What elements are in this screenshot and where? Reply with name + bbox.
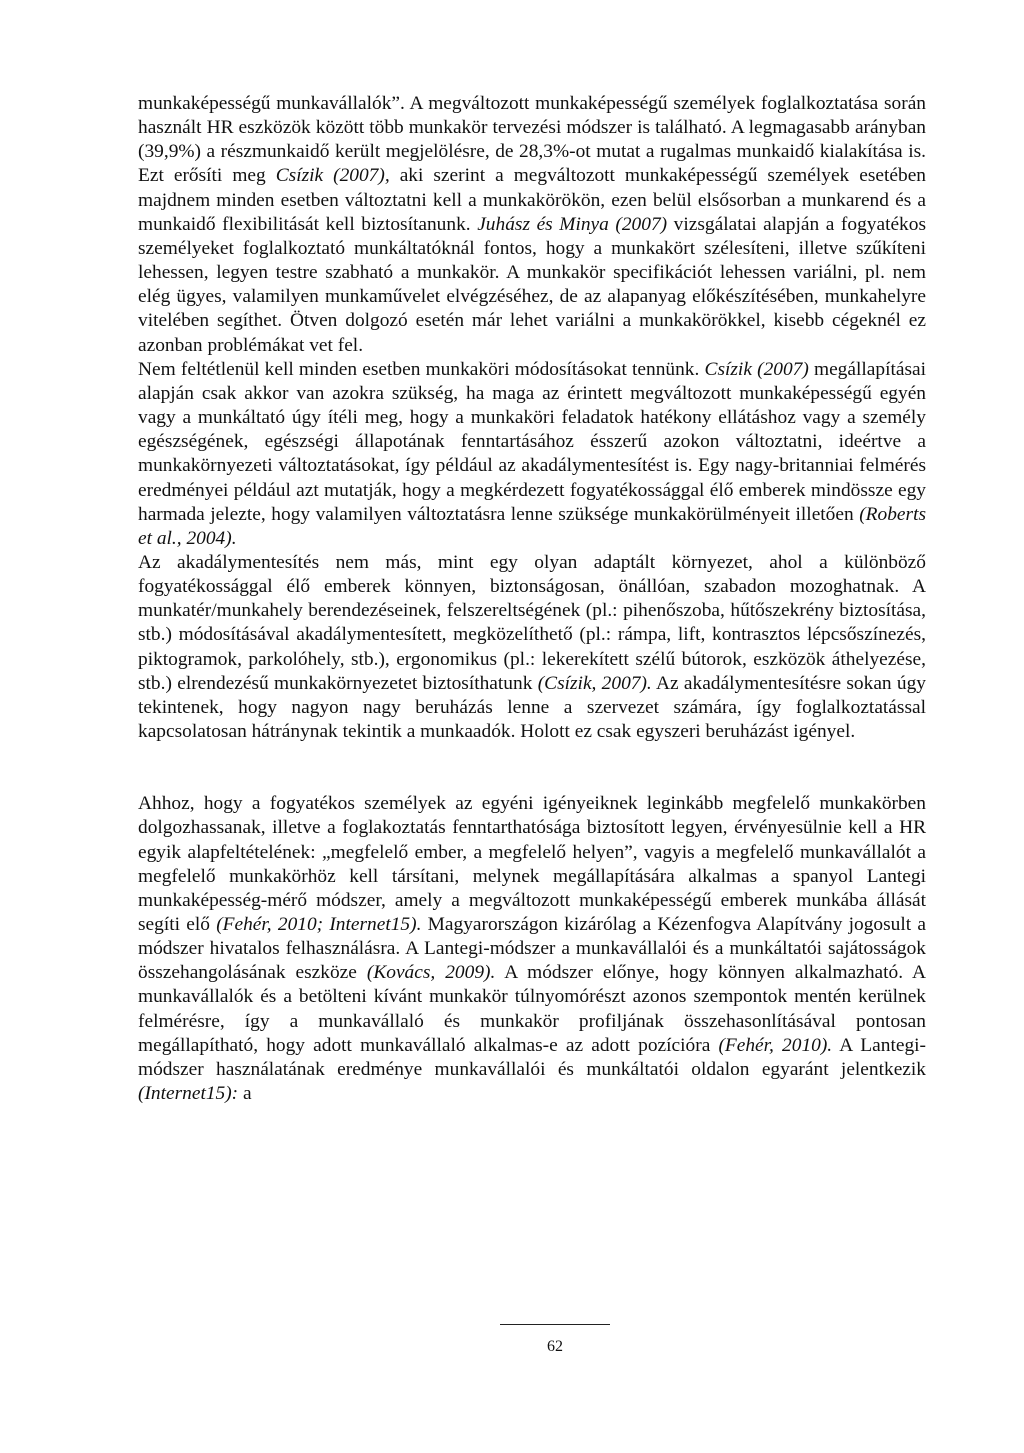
text-run: Magyarországon kizárólag a Kézenfogva Alapítvány jogosult a módszer hivatalos felhasználásra. A Lantegi-módszer a munkavállalói és a munkáltatói sajátosságok összehangolásának eszköze	[138, 914, 926, 984]
citation-text: Csízik (2007)	[704, 358, 809, 380]
citation-text: (Roberts et al., 2004).	[138, 503, 926, 549]
citation-text: (Fehér, 2010).	[718, 1034, 833, 1056]
paragraph-lantegi-method	[138, 792, 926, 1106]
text-run: a	[238, 1083, 252, 1105]
citation-text: (Internet15):	[138, 1083, 239, 1105]
citation-text: (Kovács, 2009).	[366, 962, 496, 984]
citation-text: Csízik (2007),	[275, 165, 390, 187]
footer-rule	[500, 1324, 610, 1325]
text-run: Ahhoz, hogy a fogyatékos személyek az egyéni igényeiknek leginkább megfelelő munkakörben dolgozhassanak, illetve a foglakoztatás fenntarthatósága biztosított legyen, érvényesülnie kell a HR egyik alapfeltételének: „megfelelő ember, a megfelelő helyen”, vagyis a megfelelő munkavállalót a megfelelő munkakörhöz kell társítani, melynek megállapítására alkalmas a spanyol Lantegi munkaképesség-mérő módszer, amely a megváltozott munkaképességű emberek munkába állását segíti elő	[138, 793, 926, 935]
citation-text: Juhász és Minya (2007)	[477, 213, 668, 235]
text-run: aki szerint a megváltozott munkaképességű személyek esetében majdnem minden esetben változtatni kell a munkakörökön, ezen belül elsősorban a munkarend és a munkaidő flexibilitását kell biztosítanunk.	[138, 165, 926, 235]
paragraph-accessibility	[138, 551, 926, 744]
citation-text: (Csízik, 2007).	[537, 672, 652, 694]
text-run: A módszer előnye, hogy könnyen alkalmazható. A munkavállalók és a betölteni kívánt munkakör túlnyomórészt azonos szempontok mentén kerülnek felmérésre, így a munkavállaló és munkakör profiljának összehasonlításával pontosan megállapítható, hogy adott munkavállaló alkalmas-e az adott pozícióra	[138, 962, 926, 1056]
text-run: Az akadálymentesítésre sokan úgy tekintenek, hogy nagyon nagy beruházás lenne a szervezet számára, így foglalkoztatással kapcsolatosan hátránynak tekintik a munkaadók. Holott ez csak egyszeri beruházást igényel.	[138, 672, 927, 743]
paragraph-gap	[138, 744, 926, 792]
paragraph-job-design	[138, 92, 926, 358]
text-run: Az akadálymentesítés nem más, mint egy olyan adaptált környezet, ahol a különböző fogyatékossággal élő emberek könnyen, biztonságosan, önállóan, szabadon mozoghatnak. A munkatér/munkahely berendezéseinek, felszereltségének (pl.: pihenőszoba, hűtőszekrény biztosítása, stb.) módosításával akadálymentesített, megközelíthető (pl.: rámpa, lift, kontrasztos lépcsőszínezés, piktogramok, parkolóhely, stb.), ergonomikus (pl.: lekerekített szélű bútorok, eszközök áthelyezése, stb.) elrendezésű munkakörnyezetet biztosíthatunk	[138, 551, 926, 694]
paragraph-modifications	[138, 358, 926, 551]
document-body	[138, 92, 926, 1106]
text-run: vizsgálatai alapján a fogyatékos személyeket foglalkoztató munkáltatóknál fontos, hogy a munkakört szélesíteni, illetve szűkíteni lehessen, legyen testre szabható a munkakör. A munkakör specifikációt lehessen variálni, pl. nem elég ügyes, valamilyen munkaművelet elvégzéséhez, de az alapanyag előkészítésében, munkahelyre vitelében segíthet. Ötven dolgozó esetén már lehet variálni a munkakörökkel, kisebb cégeknél ez azonban problémákat vet fel.	[138, 213, 926, 356]
text-run: munkaképességű munkavállalók”. A megváltozott munkaképességű személyek foglalkoztatása során használt HR eszközök között több munkakör tervezési módszer is található. A legmagasabb arányban (39,9%) a részmunkaidő került megjelölésre, de 28,3%-ot mutat a rugalmas munkaidő kialakítása is. Ezt erősíti meg	[138, 93, 926, 187]
text-run: megállapításai alapján csak akkor van azokra szükség, ha maga az érintett megváltozott munkaképességű egyén vagy a munkáltató úgy ítéli meg, hogy a munkaköri feladatok hatékony ellátáshoz vagy a személy egészségének, egészségi állapotának fenntartásához ésszerű azokon változtatni, ideértve a munkakörnyezeti változtatásokat, így például az akadálymentesítést is. Egy nagy-britanniai felmérés eredményei például azt mutatják, hogy a megkérdezett fogyatékossággal élő emberek mindössze egy harmada jelezte, hogy valamilyen változtatásra lenne szüksége munkakörülményeit illetően	[138, 358, 926, 525]
citation-text: (Fehér, 2010; Internet15).	[216, 914, 422, 935]
text-run: Nem feltétlenül kell minden esetben munkaköri módosításokat tennünk.	[138, 358, 705, 380]
text-run: A Lantegi-módszer használatának eredménye munkavállalói és munkáltatói oldalon egyaránt jelentkezik	[138, 1034, 926, 1080]
page-number: 62	[547, 1338, 563, 1355]
